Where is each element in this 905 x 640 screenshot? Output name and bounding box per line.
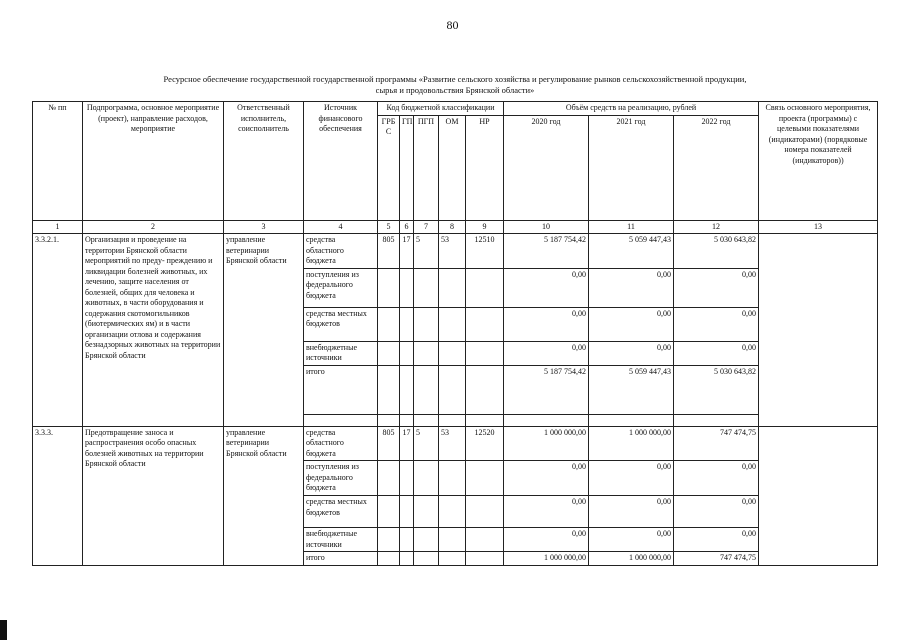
total-2020: 5 187 754,42	[504, 365, 589, 414]
amount-2021: 0,00	[589, 341, 674, 365]
header-2022: 2022 год	[674, 115, 759, 220]
pgp-cell: 5	[414, 234, 439, 269]
source-cell: внебюджетные источники	[304, 341, 378, 365]
column-index-row	[33, 220, 878, 234]
header-volume: Объём средств на реализацию, рублей	[504, 102, 759, 116]
amount-2021: 0,00	[589, 268, 674, 307]
source-cell: поступления из федерального бюджета	[304, 268, 378, 307]
header-responsible: Ответственный исполнитель, соисполнитель	[224, 102, 304, 221]
pgp-cell	[414, 496, 439, 528]
amount-2020: 0,00	[504, 307, 589, 341]
grbs-cell	[378, 268, 400, 307]
np-cell	[466, 528, 504, 552]
source-cell: средства областного бюджета	[304, 426, 378, 461]
total-2020: 1 000 000,00	[504, 552, 589, 566]
link-cell	[759, 426, 878, 565]
header-subprogram: Подпрограмма, основное мероприятие (проект), направление расходов, мероприятие	[83, 102, 224, 221]
om-cell	[439, 496, 466, 528]
np-cell	[466, 307, 504, 341]
grbs-cell	[378, 341, 400, 365]
pgp-cell	[414, 341, 439, 365]
section-name: Организация и проведение на территории Брянской области мероприятий по преду- преждению и ликвидации болезней животных, их лечению, защите населения от болезней, общих для человека и животных, в части оборудования и содержания скотомогильников (биотермических ям) и в части организации отлова и содержания безнадзорных животных на территории Брянской области	[83, 234, 224, 427]
amount-2022: 0,00	[674, 461, 759, 496]
amount-2022: 0,00	[674, 496, 759, 528]
total-2022: 747 474,75	[674, 552, 759, 566]
header-om: ОМ	[439, 115, 466, 220]
pgp-cell	[414, 461, 439, 496]
col-index: 10	[504, 220, 589, 234]
amount-2021: 0,00	[589, 307, 674, 341]
header-2020: 2020 год	[504, 115, 589, 220]
header-num: № пп	[33, 102, 83, 221]
table-row	[33, 234, 878, 269]
om-cell: 53	[439, 426, 466, 461]
section-name: Предотвращение заноса и распространения особо опасных болезней животных на территории Брянской области	[83, 426, 224, 565]
om-cell	[439, 528, 466, 552]
col-index: 3	[224, 220, 304, 234]
amount-2021: 0,00	[589, 461, 674, 496]
gp-cell	[400, 307, 414, 341]
gp-cell	[400, 461, 414, 496]
col-index: 7	[414, 220, 439, 234]
amount-2022: 0,00	[674, 528, 759, 552]
gp-cell	[400, 268, 414, 307]
col-index: 13	[759, 220, 878, 234]
header-np: НР	[466, 115, 504, 220]
amount-2021: 0,00	[589, 496, 674, 528]
np-cell	[466, 365, 504, 414]
source-cell	[304, 414, 378, 426]
om-cell	[439, 461, 466, 496]
amount-2020: 0,00	[504, 341, 589, 365]
np-cell	[466, 552, 504, 566]
header-grbs: ГРБ С	[378, 115, 400, 220]
col-index: 8	[439, 220, 466, 234]
source-cell: средства областного бюджета	[304, 234, 378, 269]
amount-2021	[589, 414, 674, 426]
amount-2021: 1 000 000,00	[589, 426, 674, 461]
gp-cell	[400, 414, 414, 426]
amount-2020: 5 187 754,42	[504, 234, 589, 269]
header-link: Связь основного мероприятия, проекта (программы) с целевыми показателями (индикаторами) (порядковые номера показателей (индикаторов))	[759, 102, 878, 221]
grbs-cell	[378, 552, 400, 566]
amount-2020	[504, 414, 589, 426]
grbs-cell	[378, 307, 400, 341]
amount-2022: 5 030 643,82	[674, 234, 759, 269]
amount-2022: 0,00	[674, 307, 759, 341]
scan-edge-mark	[0, 620, 7, 640]
link-cell	[759, 234, 878, 427]
amount-2020: 0,00	[504, 496, 589, 528]
col-index: 5	[378, 220, 400, 234]
pgp-cell	[414, 414, 439, 426]
source-cell: поступления из федерального бюджета	[304, 461, 378, 496]
grbs-cell	[378, 414, 400, 426]
grbs-cell	[378, 461, 400, 496]
pgp-cell	[414, 307, 439, 341]
amount-2020: 0,00	[504, 461, 589, 496]
pgp-cell: 5	[414, 426, 439, 461]
om-cell	[439, 365, 466, 414]
gp-cell	[400, 341, 414, 365]
np-cell	[466, 414, 504, 426]
page-number: 80	[446, 18, 459, 32]
source-cell: средства местных бюджетов	[304, 307, 378, 341]
gp-cell: 17	[400, 234, 414, 269]
om-cell: 53	[439, 234, 466, 269]
om-cell	[439, 414, 466, 426]
grbs-cell: 805	[378, 234, 400, 269]
om-cell	[439, 307, 466, 341]
np-cell: 12510	[466, 234, 504, 269]
amount-2021: 0,00	[589, 528, 674, 552]
pgp-cell	[414, 552, 439, 566]
col-index: 6	[400, 220, 414, 234]
header-gp: ГП	[400, 115, 414, 220]
source-cell: средства местных бюджетов	[304, 496, 378, 528]
section-number: 3.3.2.1.	[33, 234, 83, 427]
total-2021: 1 000 000,00	[589, 552, 674, 566]
amount-2022	[674, 414, 759, 426]
om-cell	[439, 552, 466, 566]
title-line-1: Ресурсное обеспечение государственной государственной программы «Развитие сельского хозяйства и регулирование рынков сельскохозяйственной продукции,	[163, 74, 747, 84]
np-cell	[466, 341, 504, 365]
pgp-cell	[414, 528, 439, 552]
col-index: 1	[33, 220, 83, 234]
gp-cell	[400, 552, 414, 566]
gp-cell	[400, 528, 414, 552]
amount-2020: 0,00	[504, 528, 589, 552]
header-2021: 2021 год	[589, 115, 674, 220]
amount-2021: 5 059 447,43	[589, 234, 674, 269]
section-responsible: управление ветеринарии Брянской области	[224, 234, 304, 427]
header-budget-code: Код бюджетной классификации	[378, 102, 504, 116]
section-responsible: управление ветеринарии Брянской области	[224, 426, 304, 565]
np-cell	[466, 268, 504, 307]
col-index: 12	[674, 220, 759, 234]
gp-cell: 17	[400, 426, 414, 461]
header-source: Источник финансового обеспечения	[304, 102, 378, 221]
title-line-2: сырья и продовольствия Брянской области»	[375, 85, 535, 95]
col-index: 2	[83, 220, 224, 234]
amount-2020: 0,00	[504, 268, 589, 307]
total-2022: 5 030 643,82	[674, 365, 759, 414]
np-cell	[466, 461, 504, 496]
source-cell: итого	[304, 552, 378, 566]
section-number: 3.3.3.	[33, 426, 83, 565]
gp-cell	[400, 496, 414, 528]
table-row	[33, 426, 878, 461]
np-cell	[466, 496, 504, 528]
grbs-cell	[378, 496, 400, 528]
amount-2022: 0,00	[674, 341, 759, 365]
total-2021: 5 059 447,43	[589, 365, 674, 414]
grbs-cell: 805	[378, 426, 400, 461]
grbs-cell	[378, 365, 400, 414]
header-pgp: ПГП	[414, 115, 439, 220]
col-index: 9	[466, 220, 504, 234]
amount-2022: 747 474,75	[674, 426, 759, 461]
col-index: 4	[304, 220, 378, 234]
om-cell	[439, 268, 466, 307]
om-cell	[439, 341, 466, 365]
resource-table	[32, 101, 878, 566]
source-cell: итого	[304, 365, 378, 414]
grbs-cell	[378, 528, 400, 552]
np-cell: 12520	[466, 426, 504, 461]
col-index: 11	[589, 220, 674, 234]
pgp-cell	[414, 365, 439, 414]
amount-2022: 0,00	[674, 268, 759, 307]
amount-2020: 1 000 000,00	[504, 426, 589, 461]
source-cell: внебюджетные источники	[304, 528, 378, 552]
document-title	[60, 74, 850, 96]
pgp-cell	[414, 268, 439, 307]
gp-cell	[400, 365, 414, 414]
